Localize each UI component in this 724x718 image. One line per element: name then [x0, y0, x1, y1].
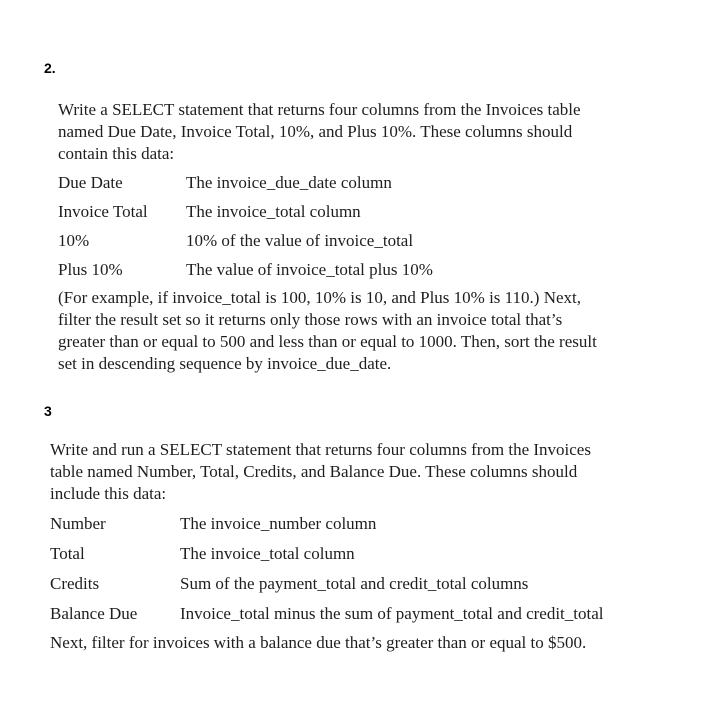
- question-3-column-definitions: [50, 513, 680, 625]
- question-3-text: [50, 439, 680, 654]
- question-2-intro-line: Write a SELECT statement that returns four columns from the Invoices table: [58, 100, 581, 119]
- definition-term: 10%: [58, 231, 90, 250]
- question-2-intro-line: named Due Date, Invoice Total, 10%, and Plus 10%. These columns should: [58, 122, 573, 141]
- definition-description: 10% of the value of invoice_total: [186, 231, 414, 250]
- definition-term: Credits: [50, 574, 100, 593]
- definition-description: The invoice_due_date column: [186, 173, 392, 192]
- definition-term: Balance Due: [50, 604, 138, 623]
- definition-description: The invoice_total column: [180, 544, 355, 563]
- definition-term: Invoice Total: [58, 202, 148, 221]
- question-2-intro-line: contain this data:: [58, 144, 175, 163]
- question-2-closing-line: (For example, if invoice_total is 100, 10% is 10, and Plus 10% is 110.) Next,: [58, 288, 581, 307]
- definition-description: The invoice_total column: [186, 202, 361, 221]
- definition-description: Invoice_total minus the sum of payment_total and credit_total: [180, 604, 604, 623]
- question-3-closing-line: Next, filter for invoices with a balance due that’s greater than or equal to $500.: [50, 633, 587, 652]
- question-3-intro-line: table named Number, Total, Credits, and Balance Due. These columns should: [50, 462, 578, 481]
- definition-term: Total: [50, 544, 85, 563]
- definition-term: Number: [50, 514, 106, 533]
- question-2-text: [58, 99, 678, 375]
- question-2-closing-line: set in descending sequence by invoice_due_date.: [58, 354, 392, 373]
- definition-term: Plus 10%: [58, 260, 123, 279]
- definition-term: Due Date: [58, 173, 123, 192]
- definition-description: Sum of the payment_total and credit_total columns: [180, 574, 529, 593]
- question-2-column-definitions: [58, 172, 678, 281]
- definition-description: The value of invoice_total plus 10%: [186, 260, 433, 279]
- question-3-number: 3: [44, 403, 52, 419]
- question-3-intro-line: include this data:: [50, 484, 167, 503]
- question-3-intro-line: Write and run a SELECT statement that returns four columns from the Invoices: [50, 440, 591, 459]
- question-2-number: 2.: [44, 60, 56, 76]
- definition-description: The invoice_number column: [180, 514, 377, 533]
- question-2-closing-line: filter the result set so it returns only those rows with an invoice total that’s: [58, 310, 563, 329]
- question-2-closing-line: greater than or equal to 500 and less than or equal to 1000. Then, sort the result: [58, 332, 597, 351]
